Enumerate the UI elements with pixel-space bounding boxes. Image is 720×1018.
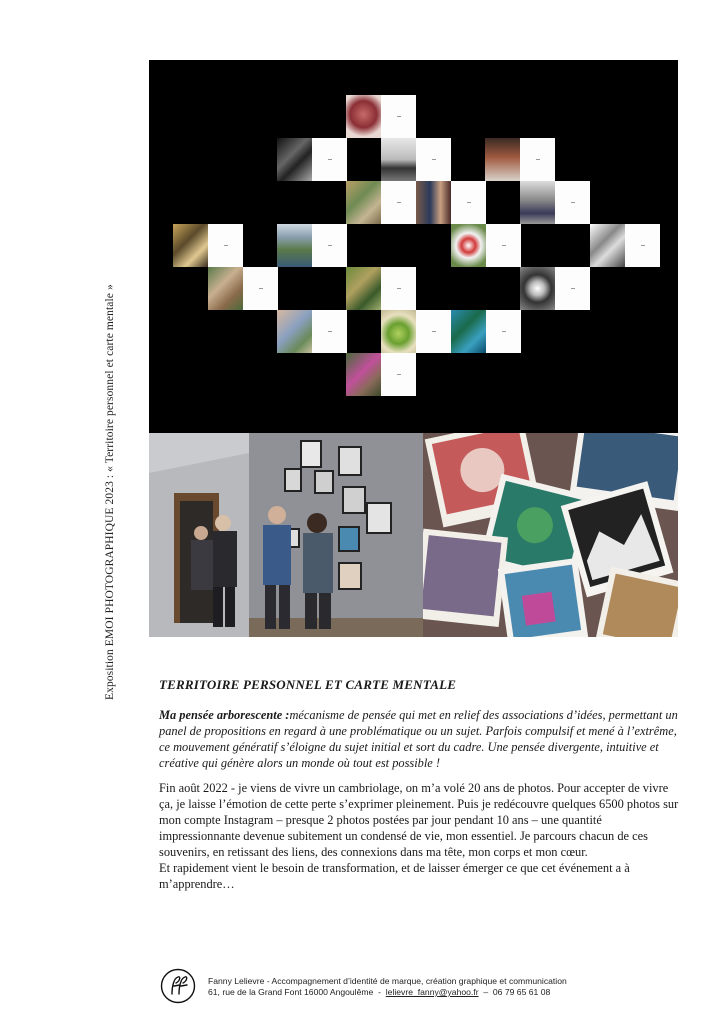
mosaic-photo-tile — [346, 95, 381, 138]
photo-pile-illustration — [423, 433, 678, 637]
mosaic-photo-tile — [277, 310, 312, 353]
article-lead-paragraph — [159, 707, 679, 771]
mosaic-white-tile — [555, 181, 590, 224]
article-lead-term: Ma pensée arborescente : — [159, 708, 290, 722]
footer-address: 61, rue de la Grand Font 16000 Angoulême — [208, 987, 374, 997]
exhibition-gallery-illustration — [149, 433, 423, 637]
mosaic-white-tile — [208, 224, 243, 267]
mosaic-photo-tile — [451, 224, 486, 267]
mosaic-white-tile — [486, 310, 521, 353]
mosaic-photo-tile — [520, 181, 555, 224]
mosaic-white-tile — [312, 310, 347, 353]
mosaic-photo-tile — [590, 224, 625, 267]
mosaic-white-tile — [451, 181, 486, 224]
exhibition-gallery-photo — [149, 433, 423, 637]
mosaic-white-tile — [312, 224, 347, 267]
photo-mosaic — [149, 60, 678, 433]
mosaic-photo-tile — [485, 138, 520, 181]
footer-phone: 06 79 65 61 08 — [492, 987, 551, 997]
mosaic-white-tile — [381, 181, 416, 224]
mosaic-white-tile — [416, 310, 451, 353]
mosaic-white-tile — [381, 267, 416, 310]
mosaic-photo-tile — [208, 267, 243, 310]
mosaic-photo-tile — [416, 181, 451, 224]
article-body-paragraph-2: Et rapidement vient le besoin de transformation, et de laisser émerger ce que cet événement a à m’apprendre… — [159, 861, 630, 891]
mosaic-white-tile — [416, 138, 451, 181]
mosaic-photo-tile — [346, 353, 381, 396]
photo-pile-image — [423, 433, 678, 637]
article-lead-text: mécanisme de pensée qui met en relief des associations d’idées, permettant un panel de propositions en regard à une problématique ou un sujet. Parfois compulsif et mené à l’extrême, ce mouvement génératif s’éloigne du sujet initial et sort du cadre. Une pensée divergente, intuitive et créative qui génère alors un monde où tout est possible ! — [159, 708, 678, 770]
mosaic-photo-tile — [277, 138, 312, 181]
mosaic-photo-tile — [381, 310, 416, 353]
footer-line-2 — [208, 987, 678, 998]
signature-logo — [160, 968, 196, 1004]
mosaic-white-tile — [243, 267, 278, 310]
mosaic-photo-tile — [520, 267, 555, 310]
mosaic-white-tile — [625, 224, 660, 267]
footer-separator: – — [483, 987, 489, 997]
mosaic-photo-tile — [381, 138, 416, 181]
mosaic-photo-tile — [451, 310, 486, 353]
mosaic-white-tile — [520, 138, 555, 181]
exhibition-side-label: Exposition EMOI PHOTOGRAPHIQUE 2023 : « Territoire personnel et carte mentale » — [104, 284, 116, 700]
mosaic-white-tile — [381, 353, 416, 396]
footer-contact — [208, 976, 678, 998]
article-body-paragraph-1: Fin août 2022 - je viens de vivre un cambriolage, on m’a volé 20 ans de photos. Pour accepter de vivre ça, je laisse l’émotion de cette perte s’exprimer pleinement. Puis je redécouvre quelques 6500 photos sur mon compte Instagram – presque 2 photos postées par jour pendant 10 ans – une quantité impressionnante devenue subitement un condensé de vie, mon essentiel. Je parcours chacun de ces souvenirs, en retissant des liens, des connexions dans ma tête, mon corps et mon cœur. — [159, 781, 679, 859]
mosaic-photo-tile — [346, 181, 381, 224]
mosaic-photo-tile — [277, 224, 312, 267]
mosaic-white-tile — [555, 267, 590, 310]
article-body — [159, 780, 679, 892]
mosaic-white-tile — [486, 224, 521, 267]
mosaic-white-tile — [381, 95, 416, 138]
footer-line-1: Fanny Lelievre - Accompagnement d’identité de marque, création graphique et communication — [208, 976, 567, 986]
mosaic-white-tile — [312, 138, 347, 181]
footer-email-link[interactable]: lelievre_fanny@yahoo.fr — [385, 987, 479, 997]
mosaic-photo-tile — [173, 224, 208, 267]
article-heading: TERRITOIRE PERSONNEL ET CARTE MENTALE — [159, 677, 457, 692]
mosaic-photo-tile — [346, 267, 381, 310]
footer-separator: - — [378, 987, 381, 997]
